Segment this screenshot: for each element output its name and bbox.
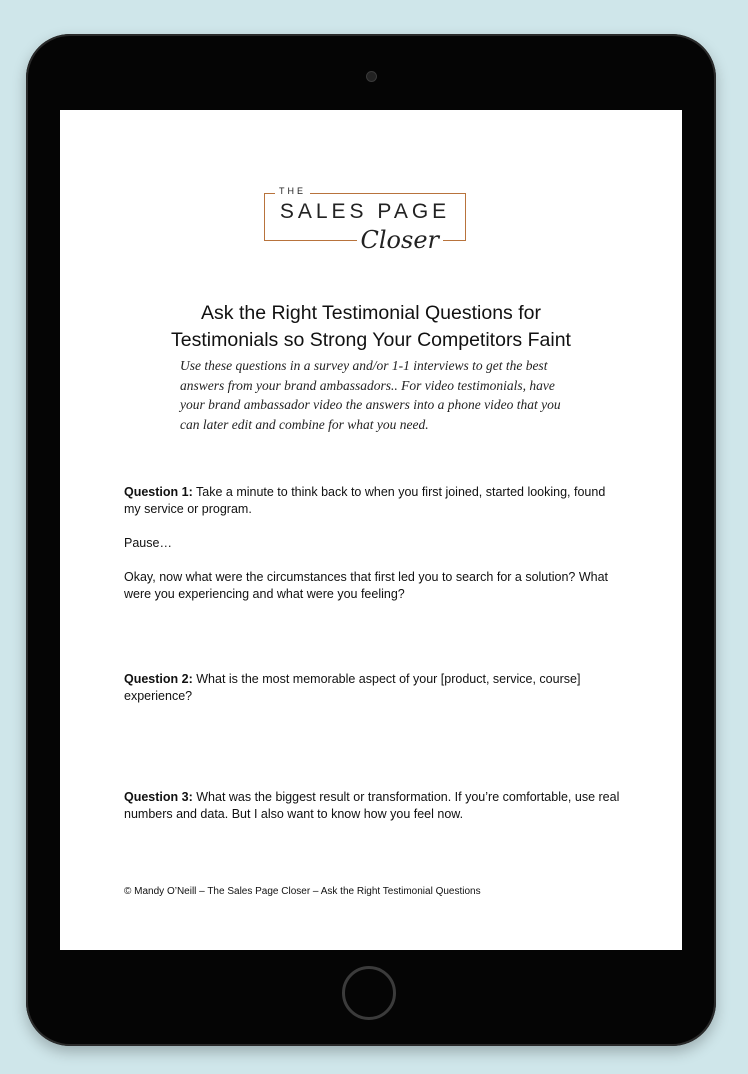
document-title <box>60 300 682 354</box>
question-2-text: What is the most memorable aspect of your [product, service, course] experience? <box>124 672 581 703</box>
question-2 <box>124 671 624 705</box>
logo-script-word: Closer <box>357 226 443 254</box>
question-2-label: Question 2: <box>124 672 193 686</box>
home-button[interactable] <box>342 966 396 1020</box>
camera-dot <box>366 71 377 82</box>
pause-text: Pause… <box>124 536 172 550</box>
document-page <box>60 110 682 950</box>
question-1-label: Question 1: <box>124 485 193 499</box>
question-3-label: Question 3: <box>124 790 193 804</box>
logo-main-words: SALES PAGE <box>279 200 451 223</box>
question-3 <box>124 789 624 823</box>
question-3-text: What was the biggest result or transformation. If you’re comfortable, use real numbers and data. But I also want to know how you feel now. <box>124 790 620 821</box>
tablet-device <box>26 34 716 1046</box>
brand-logo <box>264 186 466 254</box>
page-footer: © Mandy O’Neill – The Sales Page Closer – Ask the Right Testimonial Questions <box>124 886 481 897</box>
question-1 <box>124 484 624 518</box>
question-1-text: Take a minute to think back to when you first joined, started looking, found my service or program. <box>124 485 606 516</box>
document-subtitle: Use these questions in a survey and/or 1-1 interviews to get the best answers from your brand ambassadors.. For video testimonials, have your brand ambassador video the answers into a phone video that you can later edit and combine for what you need. <box>180 358 561 432</box>
followup-question: Okay, now what were the circumstances that first led you to search for a solution? What were you experiencing and what were you feeling? <box>124 570 609 601</box>
title-line-1: Ask the Right Testimonial Questions for <box>201 302 541 324</box>
title-line-2: Testimonials so Strong Your Competitors Faint <box>171 329 571 351</box>
logo-top-word: THE <box>275 186 310 196</box>
